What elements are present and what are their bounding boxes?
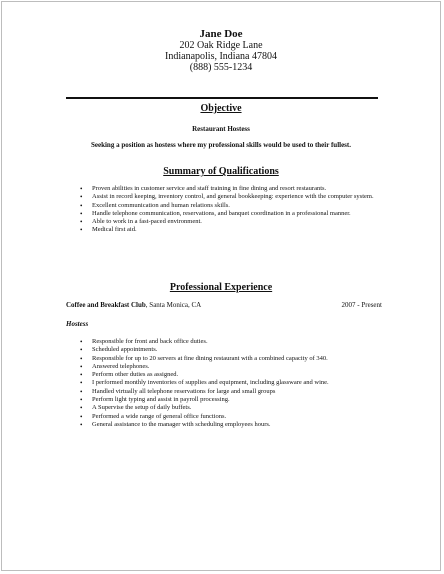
bullet-icon: •: [80, 420, 83, 429]
bullet-icon: •: [80, 354, 83, 363]
list-item: • Handle telephone communication, reservations, and banquet coordination in a professional manner.: [80, 209, 351, 218]
list-item: • Perform light typing and assist in payroll processing.: [80, 396, 230, 405]
header-divider: [66, 97, 378, 99]
employer-line: [66, 301, 382, 310]
bullet-icon: •: [80, 201, 83, 210]
bullet-icon: •: [80, 396, 83, 405]
list-item: • Assist in record keeping, inventory control, and general bookkeeping: experience with the computer system.: [80, 193, 374, 202]
list-item: • Responsible for up to 20 servers at fine dining restaurant with a combined capacity of 340.: [80, 354, 328, 363]
bullet-icon: •: [80, 404, 83, 413]
employer-name: Coffee and Breakfast Club: [66, 301, 146, 309]
experience-heading: Professional Experience: [169, 282, 273, 293]
bullet-icon: •: [80, 387, 83, 396]
list-item: • Responsible for front and back office duties.: [80, 338, 208, 346]
list-item: • Answered telephones.: [80, 362, 150, 371]
list-item: • A Supervise the setup of daily buffets.: [80, 404, 192, 413]
list-item: • Handled virtually all telephone reservations for large and small groups: [80, 387, 276, 396]
objective-statement: Seeking a position as hostess where my professional skills would be used to their fullest.: [90, 141, 351, 149]
qualifications-list: [80, 185, 376, 235]
duties-list: [80, 338, 380, 429]
bullet-icon: •: [80, 193, 83, 202]
city-state-zip: Indianapolis, Indiana 47804: [165, 51, 277, 62]
objective-position: Restaurant Hostess: [192, 125, 250, 133]
bullet-icon: •: [80, 346, 83, 355]
list-item: • Excellent communication and human relations skills.: [80, 201, 230, 210]
bullet-icon: •: [80, 412, 83, 421]
list-item: • I performed monthly inventories of supplies and equipment, including glassware and wine.: [80, 379, 329, 388]
qualifications-heading: Summary of Qualifications: [163, 166, 279, 177]
resume-page: [1, 1, 441, 571]
list-item: • Performed a wide range of general office functions.: [80, 412, 227, 421]
list-item: • General assistance to the manager with scheduling employees hours.: [80, 420, 271, 429]
objective-heading: Objective: [200, 103, 242, 114]
bullet-icon: •: [80, 379, 83, 388]
list-item: • Proven abilities in customer service and staff training in fine dining and resort restaurants.: [80, 185, 327, 193]
list-item: • Scheduled appointments.: [80, 346, 158, 355]
bullet-icon: •: [80, 362, 83, 371]
bullet-icon: •: [80, 185, 83, 193]
street-address: 202 Oak Ridge Lane: [179, 40, 263, 51]
job-title: Hostess: [66, 320, 89, 328]
list-item: • Medical first aid.: [80, 226, 137, 235]
bullet-icon: •: [80, 218, 83, 227]
bullet-icon: •: [80, 226, 83, 235]
bullet-icon: •: [80, 209, 83, 218]
bullet-icon: •: [80, 371, 83, 380]
applicant-name: Jane Doe: [199, 28, 243, 40]
bullet-icon: •: [80, 338, 83, 346]
employment-dates: 2007 - Present: [341, 301, 382, 309]
phone-number: (888) 555-1234: [189, 62, 253, 73]
list-item: • Perform other duties as assigned.: [80, 371, 179, 380]
employer-location: , Santa Monica, CA: [145, 301, 202, 309]
list-item: • Able to work in a fast-paced environment.: [80, 218, 202, 227]
contact-header: [2, 28, 440, 73]
